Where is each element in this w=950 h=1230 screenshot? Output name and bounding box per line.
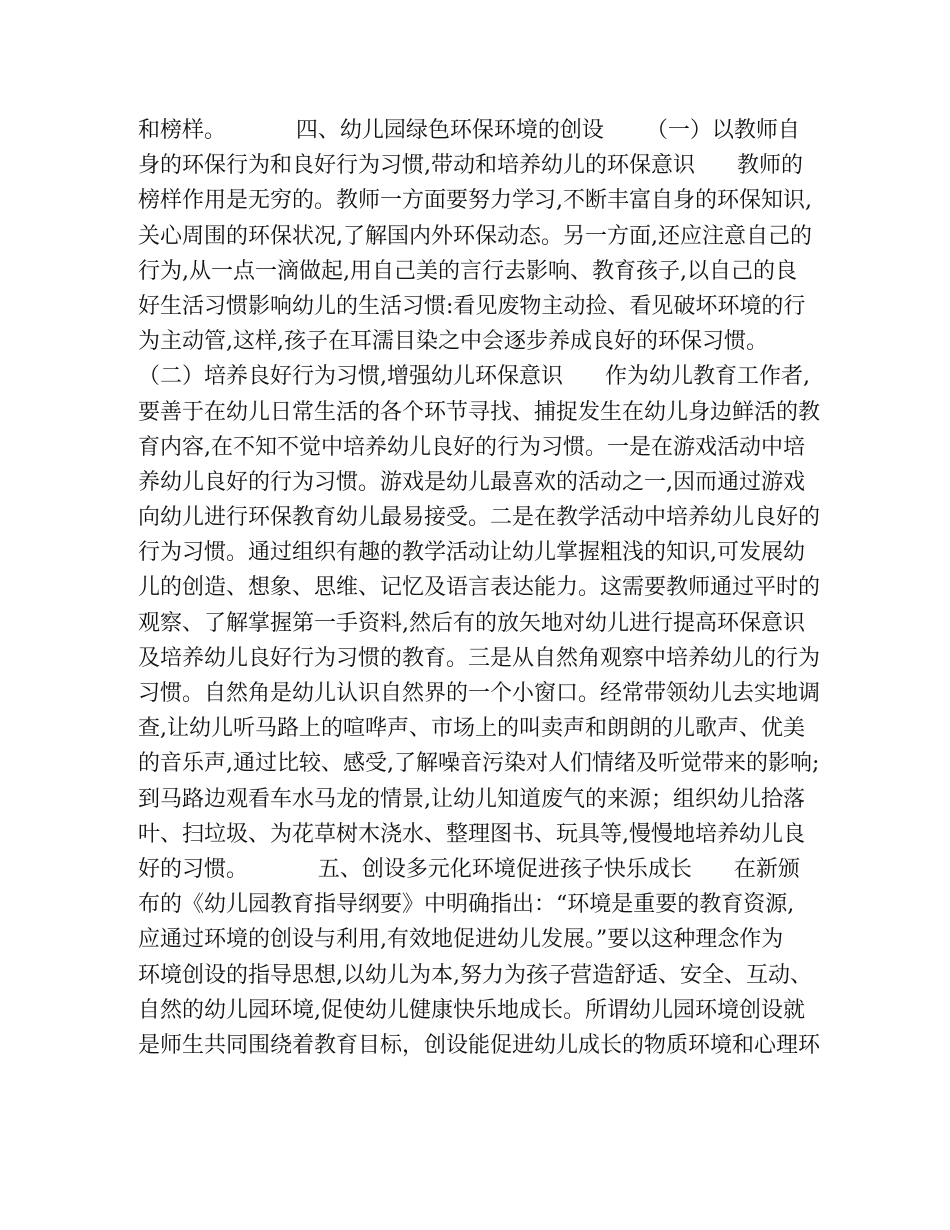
text-line: 关心周围的环保状况,了解国内外环保动态。另一方面,还应注意自己的 [138,223,812,249]
text-line: 为主动管,这样,孩子在耳濡目染之中会逐步养成良好的环保习惯。 [138,329,768,355]
text-line: 的音乐声,通过比较、感受,了解噪音污染对人们情绪及听觉带来的影响; [138,751,820,777]
text-line: 叶、扫垃圾、为花草树木浇水、整理图书、玩具等,慢慢地培养幼儿良 [138,821,805,847]
text-line: 儿的创造、想象、思维、记忆及语言表达能力。这需要教师通过平时的 [138,575,821,601]
text-line: 身的环保行为和良好行为习惯,带动和培养幼儿的环保意识 教师的 [138,153,803,179]
body-text [138,113,821,1063]
text-line: 自然的幼儿园环境,促使幼儿健康快乐地成长。所谓幼儿园环境创设就 [138,997,805,1023]
text-line: 行为习惯。通过组织有趣的教学活动让幼儿掌握粗浅的知识,可发展幼 [138,540,805,566]
text-line: 观察、了解掌握第一手资料,然后有的放矢地对幼儿进行提高环保意识 [138,610,805,636]
text-line: 好的习惯。 五、创设多元化环境促进孩子快乐成长 在新颁 [138,856,800,882]
text-line: 好生活习惯影响幼儿的生活习惯:看见废物主动捡、看见破坏环境的行 [138,293,806,319]
text-line: 环境创设的指导思想,以幼儿为本,努力为孩子营造舒适、安全、互动、 [138,962,812,988]
text-line: 及培养幼儿良好行为习惯的教育。三是从自然角观察中培养幼儿的行为 [138,645,821,671]
text-line: 查,让幼儿听马路上的喧哗声、市场上的叫卖声和朗朗的儿歌声、优美 [138,716,805,742]
text-line: 行为,从一点一滴做起,用自己美的言行去影响、教育孩子,以自己的良 [138,258,797,284]
text-line: 布的《幼儿园教育指导纲要》中明确指出：“环境是重要的教育资源, [138,892,795,918]
text-line: 育内容,在不知不觉中培养幼儿良好的行为习惯。一是在游戏活动中培 [138,434,805,460]
text-line: 向幼儿进行环保教育幼儿最易接受。二是在教学活动中培养幼儿良好的 [138,505,821,531]
text-line: 要善于在幼儿日常生活的各个环节寻找、捕捉发生在幼儿身边鲜活的教 [138,399,821,425]
text-line: 是师生共同围绕着教育目标，创设能促进幼儿成长的物质环境和心理环 [138,1032,821,1058]
text-line: 和榜样。 四、幼儿园绿色环保环境的创设 （一）以教师自 [138,118,800,143]
text-line: 到马路边观看车水马龙的情景,让幼儿知道废气的来源；组织幼儿拾落 [138,786,805,812]
text-line: 习惯。自然角是幼儿认识自然界的一个小窗口。经常带领幼儿去实地调 [138,681,821,706]
text-line: 养幼儿良好的行为习惯。游戏是幼儿最喜欢的活动之一,因而通过游戏 [138,469,805,495]
text-line: （二）培养良好行为习惯,增强幼儿环保意识 作为幼儿教育工作者, [138,364,810,390]
text-line: 榜样作用是无穷的。教师一方面要努力学习,不断丰富自身的环保知识, [138,188,812,214]
text-line: 应通过环境的创设与利用,有效地促进幼儿发展。”要以这种理念作为 [138,927,784,953]
